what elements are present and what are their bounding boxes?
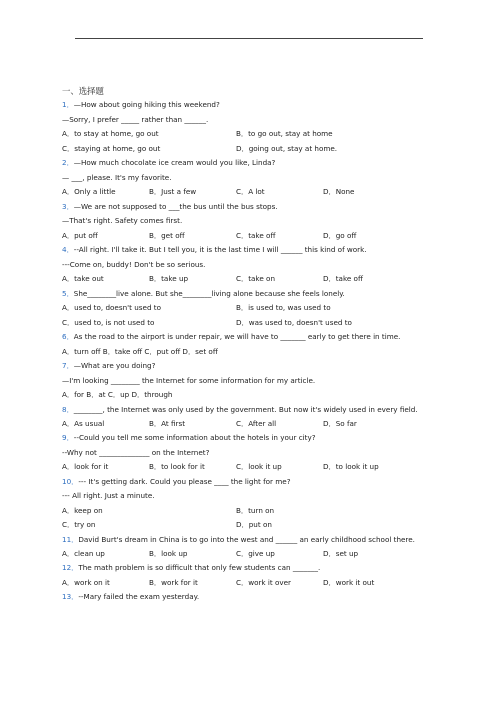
option-a[interactable]: A．As usual <box>62 418 105 428</box>
question-number: 11． <box>62 534 79 544</box>
option-c[interactable]: C．take off <box>236 230 276 240</box>
option-a[interactable]: A．look for it <box>62 462 109 472</box>
question-stem: —What are you doing? <box>73 361 156 370</box>
option-a[interactable]: A．work on it <box>62 577 110 587</box>
option-b[interactable]: B．At first <box>149 418 186 428</box>
dialogue-line: — ___, please. It's my favorite. <box>62 172 172 182</box>
question-stem: ________, the Internet was only used by the government. But now it's widely used in every field. <box>73 404 418 414</box>
question-stem: The math problem is so difficult that only few students can _______. <box>78 563 321 573</box>
option-d[interactable]: D．to look it up <box>323 462 379 472</box>
option-c[interactable]: C．used to, is not used to <box>62 317 155 327</box>
option-b[interactable]: B．look up <box>149 548 188 558</box>
question-number: 4． <box>62 245 74 254</box>
option-a[interactable]: A．put off <box>62 230 98 240</box>
question-stem: --- It's getting dark. Could you please ____ the light for me? <box>78 476 291 486</box>
options-row <box>62 127 442 142</box>
question-number: 3． <box>62 201 74 211</box>
option-d[interactable]: D．work it out <box>323 577 375 587</box>
question-3 <box>62 200 442 215</box>
question-stem: --All right. I'll take it. But I tell you, it is the last time I will ______ this kind of work. <box>73 245 367 254</box>
option-c[interactable]: C．staying at home, go out <box>62 143 161 153</box>
options-row <box>62 576 442 591</box>
question-9 <box>62 431 442 446</box>
question-number: 5． <box>62 288 74 298</box>
option-c[interactable]: C．A lot <box>236 187 265 196</box>
option-a[interactable]: A．take out <box>62 274 104 283</box>
options-row <box>62 547 442 562</box>
question-stem: --Mary failed the exam yesterday. <box>78 592 200 602</box>
question-stem: As the road to the airport is under repair, we will have to _______ early to get there in time. <box>73 332 401 341</box>
dialogue-line: —Sorry, I prefer _____ rather than ______. <box>62 114 209 124</box>
option-b[interactable]: B．to go out, stay at home <box>236 129 333 138</box>
worksheet <box>62 84 442 605</box>
dialogue-line: --- All right. Just a minute. <box>62 491 155 501</box>
question-11 <box>62 533 442 547</box>
question-stem: --Could you tell me some information about the hotels in your city? <box>73 433 316 443</box>
option-d[interactable]: D．was used to, doesn't used to <box>236 317 352 327</box>
question-5 <box>62 287 442 302</box>
option-a[interactable]: A．keep on <box>62 505 103 515</box>
option-c[interactable]: C．take on <box>236 274 275 283</box>
option-c[interactable]: C．After all <box>236 418 277 428</box>
dialogue-line: ---Come on, buddy! Don't be so serious. <box>62 259 206 269</box>
dialogue-line: —I'm looking ________ the Internet for some information for my article. <box>62 375 316 385</box>
option-a[interactable]: A．to stay at home, go out <box>62 129 159 138</box>
option-c[interactable]: C．work it over <box>236 577 292 587</box>
option-d[interactable]: D．So far <box>323 418 357 428</box>
options-inline[interactable]: A．for B．at C．up D．through <box>62 390 173 399</box>
option-b[interactable]: B．to look for it <box>149 462 205 472</box>
question-number: 1． <box>62 100 74 109</box>
question-stem: —How about going hiking this weekend? <box>73 100 220 109</box>
option-a[interactable]: A．Only a little <box>62 187 116 196</box>
question-12 <box>62 561 442 576</box>
question-number: 8． <box>62 404 74 414</box>
question-2 <box>62 156 442 171</box>
question-1 <box>62 98 442 113</box>
question-stem: She________live alone. But she________living alone because she feels lonely. <box>73 288 345 298</box>
question-stem: —We are not supposed to ___the bus until the bus stops. <box>73 201 278 211</box>
question-number: 6． <box>62 332 74 341</box>
question-stem: David Burt's dream in China is to go into the west and ______ an early childhood school there. <box>78 534 415 544</box>
question-13 <box>62 590 442 605</box>
question-7 <box>62 359 442 374</box>
options-row <box>62 301 442 316</box>
option-d[interactable]: D．None <box>323 187 355 196</box>
question-number: 9． <box>62 433 74 443</box>
question-10 <box>62 475 442 490</box>
option-b[interactable]: B．work for it <box>149 577 198 587</box>
options-row <box>62 518 442 533</box>
options-row <box>62 417 442 432</box>
options-row <box>62 185 442 200</box>
option-b[interactable]: B．Just a few <box>149 187 197 196</box>
question-number: 2． <box>62 158 74 167</box>
option-b[interactable]: B．is used to, was used to <box>236 303 331 312</box>
option-d[interactable]: D．put on <box>236 520 272 530</box>
question-4 <box>62 243 442 258</box>
option-b[interactable]: B．turn on <box>236 505 275 515</box>
options-row <box>62 460 442 475</box>
option-b[interactable]: B．get off <box>149 230 185 240</box>
section-title: 一、选择题 <box>62 86 104 96</box>
option-d[interactable]: D．take off <box>323 274 363 283</box>
option-c[interactable]: C．look it up <box>236 462 282 472</box>
dialogue-line: --Why not ______________ on the Internet? <box>62 447 210 457</box>
question-number: 10． <box>62 476 79 486</box>
options-row <box>62 272 442 287</box>
header-rule <box>75 38 423 39</box>
question-number: 7． <box>62 361 74 370</box>
options-row <box>62 229 442 244</box>
dialogue-line: —That's right. Safety comes first. <box>62 216 183 225</box>
option-d[interactable]: D．go off <box>323 230 357 240</box>
question-8 <box>62 403 442 417</box>
question-number: 13． <box>62 592 79 602</box>
option-a[interactable]: A．clean up <box>62 548 105 558</box>
question-6 <box>62 330 442 345</box>
option-d[interactable]: D．set up <box>323 548 359 558</box>
options-inline[interactable]: A．turn off B．take off C．put off D．set off <box>62 346 218 356</box>
question-number: 12． <box>62 563 79 573</box>
option-d[interactable]: D．going out, stay at home. <box>236 143 338 153</box>
options-row <box>62 504 442 519</box>
options-row <box>62 142 442 157</box>
option-c[interactable]: C．try on <box>62 520 96 530</box>
option-b[interactable]: B．take up <box>149 274 189 283</box>
options-row <box>62 316 442 331</box>
option-c[interactable]: C．give up <box>236 548 275 558</box>
option-a[interactable]: A．used to, doesn't used to <box>62 303 162 312</box>
question-stem: —How much chocolate ice cream would you like, Linda? <box>73 158 276 167</box>
